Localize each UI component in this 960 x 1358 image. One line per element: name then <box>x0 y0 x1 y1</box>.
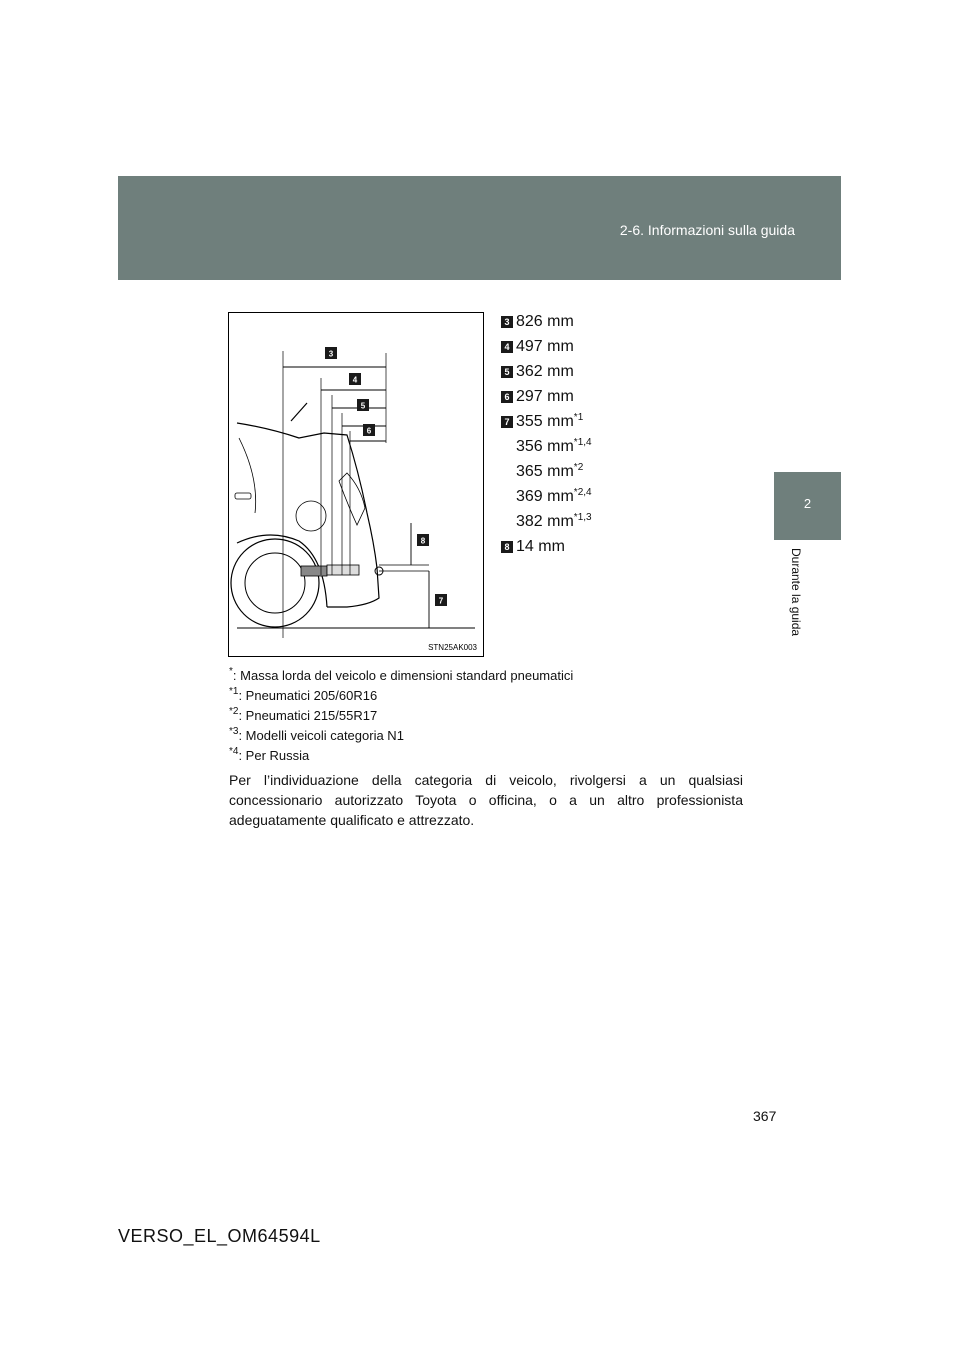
dimension-value: 356 mm <box>516 437 574 455</box>
dimension-marker: 4 <box>501 341 513 353</box>
dimension-footnote: *1 <box>573 412 584 423</box>
header-band <box>118 176 841 280</box>
dimension-subvalue <box>501 509 761 534</box>
vehicle-rear-drawing <box>229 313 483 656</box>
dimension-row <box>501 384 761 409</box>
chapter-number: 2 <box>803 496 812 511</box>
dimension-value: 369 mm <box>516 487 574 505</box>
chapter-title-vertical <box>787 548 807 658</box>
page-number: 367 <box>753 1108 777 1124</box>
footnote <box>229 726 749 746</box>
dimension-value: 355 mm <box>516 412 574 430</box>
dimension-footnote: *1,4 <box>573 437 592 448</box>
document-code: VERSO_EL_OM64594L <box>118 1226 321 1246</box>
dimension-footnote: *2,4 <box>573 487 592 498</box>
figure-code: STN25AK003 <box>428 643 477 652</box>
body-paragraph: Per l’individuazione della categoria di veicolo, rivolgersi a un qualsiasi concessionario autorizzato Toyota o officina, o a un altro professionista adeguatamente qualificato e attrezzato. <box>229 772 743 828</box>
footnote-mark: *2 <box>229 706 239 717</box>
figure-marker-4: 4 <box>352 375 358 385</box>
dimension-marker: 3 <box>501 316 513 328</box>
dimension-marker: 7 <box>501 416 513 428</box>
dimension-marker: 8 <box>501 541 513 553</box>
dimension-row <box>501 334 761 359</box>
footnote <box>229 746 749 766</box>
dimension-subvalue <box>501 434 761 459</box>
dimension-value: 382 mm <box>516 512 574 530</box>
dimension-row <box>501 309 761 334</box>
footnotes <box>229 666 749 766</box>
dimension-value: 14 mm <box>516 537 565 555</box>
chapter-tab <box>774 472 841 540</box>
dimension-marker: 5 <box>501 366 513 378</box>
footnote <box>229 686 749 706</box>
footnote-text: : Modelli veicoli categoria N1 <box>238 728 404 743</box>
section-title: 2-6. Informazioni sulla guida <box>619 222 795 238</box>
footnote <box>229 706 749 726</box>
dimension-footnote: *1,3 <box>573 512 592 523</box>
dimension-subvalue <box>501 484 761 509</box>
dimension-row <box>501 359 761 384</box>
dimension-subvalue <box>501 459 761 484</box>
footnote-mark: *3 <box>229 726 239 737</box>
figure-marker-6: 6 <box>366 426 372 436</box>
footnote-mark: *1 <box>229 686 239 697</box>
figure-marker-5: 5 <box>360 401 366 411</box>
footnote-mark: * <box>229 666 233 677</box>
dimension-row <box>501 534 761 559</box>
dimension-value: 826 mm <box>516 312 574 330</box>
dimension-footnote: *2 <box>573 462 584 473</box>
chapter-title: Durante la guida <box>789 548 803 637</box>
vehicle-rear-diagram <box>228 312 484 657</box>
footnote <box>229 666 749 686</box>
figure-marker-7: 7 <box>438 596 444 606</box>
footnote-text: : Massa lorda del veicolo e dimensioni standard pneumatici <box>232 668 574 683</box>
figure-marker-8: 8 <box>420 536 426 546</box>
footnote-text: : Pneumatici 205/60R16 <box>238 688 378 703</box>
dimension-row <box>501 409 761 434</box>
figure-marker-3: 3 <box>328 349 334 359</box>
dimension-value: 362 mm <box>516 362 574 380</box>
dimension-value: 497 mm <box>516 337 574 355</box>
dimension-value: 297 mm <box>516 387 574 405</box>
footnote-text: : Per Russia <box>238 748 310 763</box>
dimension-value: 365 mm <box>516 462 574 480</box>
dimension-marker: 6 <box>501 391 513 403</box>
footnote-text: : Pneumatici 215/55R17 <box>238 708 378 723</box>
footnote-mark: *4 <box>229 746 239 757</box>
dimension-list <box>501 309 761 559</box>
